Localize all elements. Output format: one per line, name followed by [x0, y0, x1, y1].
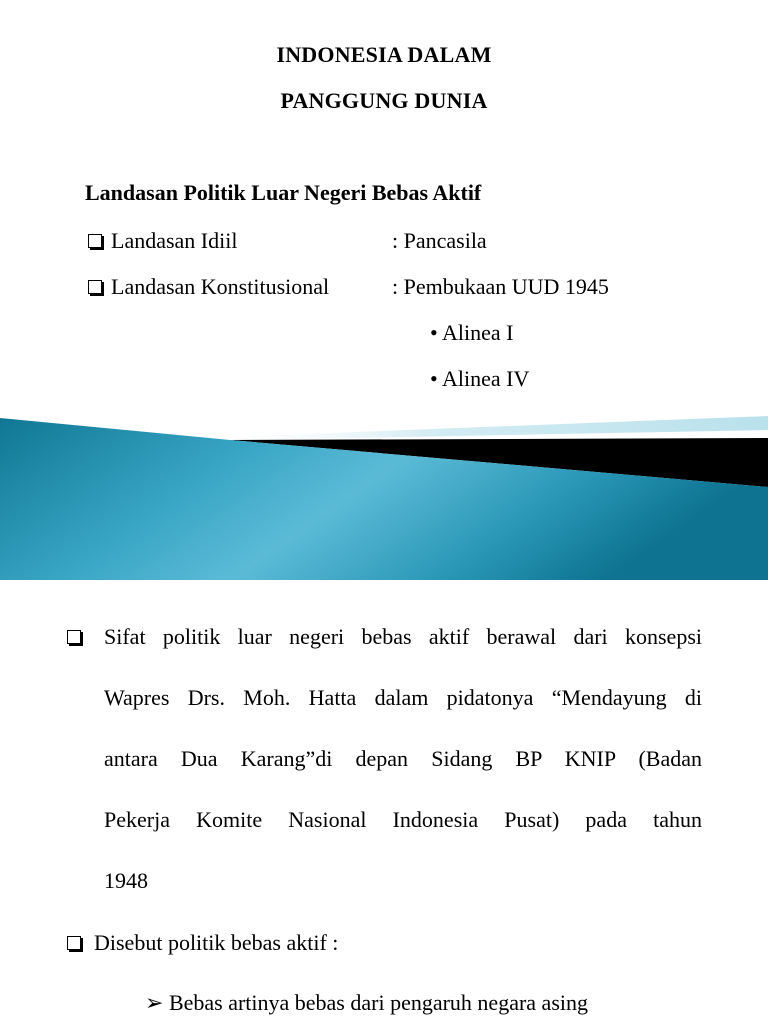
title-line-1: INDONESIA DALAM — [276, 42, 492, 67]
title-line-2: PANGGUNG DUNIA — [280, 88, 488, 113]
decorative-banner — [0, 400, 768, 580]
paragraph-line: antara Dua Karang”di depan Sidang BP KNIP (Badan — [104, 746, 702, 771]
row-value: : Pembukaan UUD 1945 — [392, 274, 609, 299]
checkbox-square-icon — [88, 280, 102, 294]
subheading: Landasan Politik Luar Negeri Bebas Aktif — [85, 180, 482, 205]
bullet-item: • Alinea I — [430, 320, 514, 345]
arrowhead-icon: ➢ — [145, 990, 164, 1015]
list-item — [88, 228, 688, 258]
list-item — [67, 930, 338, 956]
paragraph-line: 1948 — [104, 868, 148, 893]
sub-item-text: Bebas artinya bebas dari pengaruh negara asing — [168, 990, 588, 1015]
paragraph-line: Pekerja Komite Nasional Indonesia Pusat) pada tahun — [104, 807, 702, 832]
item-text: Disebut politik bebas aktif : — [94, 930, 339, 955]
list-item — [88, 274, 688, 304]
paragraph — [104, 606, 702, 911]
paragraph-line: Wapres Drs. Moh. Hatta dalam pidatonya “Mendayung di — [104, 685, 702, 710]
checkbox-square-icon — [67, 936, 81, 950]
checkbox-square-icon — [88, 234, 102, 248]
row-value: : Pancasila — [392, 228, 487, 253]
checkbox-square-icon — [67, 630, 81, 644]
paragraph-line: Sifat politik luar negeri bebas aktif berawal dari konsepsi — [104, 624, 702, 649]
row-label: Landasan Idiil — [111, 228, 238, 253]
sub-list-item — [145, 990, 588, 1016]
bullet-item: • Alinea IV — [430, 366, 530, 391]
list-item-marker — [67, 624, 90, 650]
row-label: Landasan Konstitusional — [111, 274, 330, 299]
